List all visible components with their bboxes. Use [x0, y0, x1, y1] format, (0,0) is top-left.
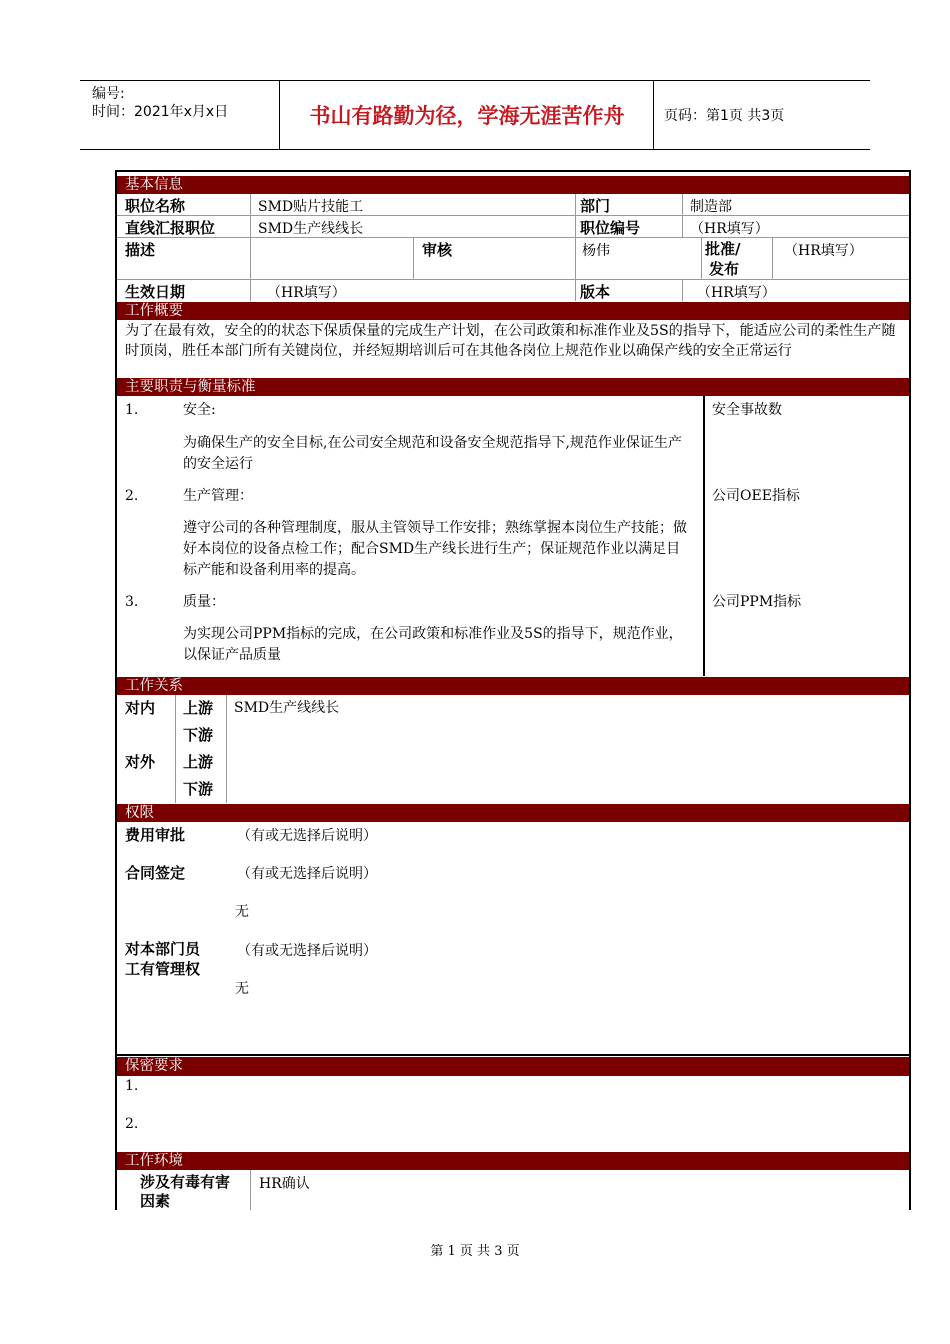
duty-3-measure: 公司PPM指标 — [712, 594, 802, 610]
report-label: 直线汇报职位 — [125, 219, 216, 237]
report-value: SMD生产线线长 — [258, 221, 364, 237]
duty-1-detail: 为确保生产的安全目标,在公司安全规范和设备安全规范指导下,规范作业保证生产的安全运行 — [183, 435, 682, 472]
confidential-item-2: 2. — [125, 1116, 139, 1132]
internal-label: 对内 — [125, 699, 156, 717]
duty-2-measure: 公司OEE指标 — [712, 488, 800, 504]
time-label: 时间：2021年x月x日 — [92, 104, 229, 120]
job-description-form — [115, 170, 911, 1210]
internal-upstream-value: SMD生产线线长 — [234, 700, 340, 716]
section-summary: 工作概要 — [117, 302, 909, 320]
section-relations: 工作关系 — [117, 677, 909, 695]
duty-3-detail: 为实现公司PPM指标的完成，在公司政策和标准作业及5S的指导下，规范作业，以保证产品质量 — [183, 626, 683, 663]
effective-label: 生效日期 — [125, 283, 186, 301]
staff-authority-label: 对本部门员 工有管理权 — [125, 940, 201, 978]
page-label: 页码：第1页 共3页 — [664, 108, 785, 124]
review-value: 杨伟 — [582, 243, 610, 259]
contract-label: 合同签定 — [125, 864, 186, 882]
expense-value: （有或无选择后说明） — [237, 828, 377, 844]
external-downstream-label: 下游 — [183, 780, 214, 798]
section-duties: 主要职责与衡量标准 — [117, 378, 909, 396]
hazard-label: 涉及有毒有害 因素 — [140, 1173, 231, 1210]
duty-1-num: 1. — [125, 402, 139, 418]
approve-value: （HR填写） — [784, 243, 863, 259]
external-upstream-label: 上游 — [183, 753, 214, 771]
duty-3-title: 质量： — [183, 594, 225, 610]
staff-authority-value: （有或无选择后说明） — [237, 943, 377, 959]
section-environment: 工作环境 — [117, 1152, 909, 1170]
section-authority: 权限 — [117, 804, 909, 822]
internal-downstream-label: 下游 — [183, 726, 214, 744]
summary-text: 为了在最有效，安全的的状态下保质保量的完成生产计划，在公司政策和标准作业及5S的指导下，能适应公司的柔性生产随时顶岗，胜任本部门所有关键岗位，并经短期培训后可在其他各岗位上规范作业以确保产线的安全正常运行 — [125, 323, 896, 359]
section-basic-info: 基本信息 — [117, 176, 909, 194]
expense-label: 费用审批 — [125, 826, 186, 844]
page-footer: 第 1 页 共 3 页 — [430, 1244, 520, 1259]
contract-value: （有或无选择后说明） — [237, 866, 377, 882]
duty-2-title: 生产管理： — [183, 488, 253, 504]
duty-2-num: 2. — [125, 488, 139, 504]
duties-divider — [703, 396, 705, 676]
slogan: 书山有路勤为径，学海无涯苦作舟 — [281, 81, 654, 149]
job-name-label: 职位名称 — [125, 197, 186, 215]
duty-3-num: 3. — [125, 594, 139, 610]
external-label: 对外 — [125, 753, 156, 771]
confidential-item-1: 1. — [125, 1078, 139, 1094]
hazard-value: HR确认 — [259, 1176, 310, 1192]
page-header — [80, 80, 870, 150]
version-label: 版本 — [580, 283, 611, 301]
approve-label: 批准/ 发布 — [705, 240, 741, 278]
duty-1-title: 安全: — [183, 402, 216, 418]
duty-1-measure: 安全事故数 — [712, 402, 782, 418]
job-no-value: （HR填写） — [690, 221, 769, 237]
staff-authority-note: 无 — [235, 981, 249, 997]
effective-value: （HR填写） — [267, 285, 346, 301]
duty-2-detail: 遵守公司的各种管理制度，服从主管领导工作安排；熟练掌握本岗位生产技能；做好本岗位的设备点检工作；配合SMD生产线长进行生产；保证规范作业以满足目标产能和设备利用率的提高。 — [183, 520, 687, 578]
header-meta — [80, 81, 280, 149]
job-no-label: 职位编号 — [580, 219, 641, 237]
version-value: （HR填写） — [697, 285, 776, 301]
dept-value: 制造部 — [690, 199, 732, 215]
contract-note: 无 — [235, 904, 249, 920]
review-label: 审核 — [422, 241, 453, 259]
internal-upstream-label: 上游 — [183, 699, 214, 717]
dept-label: 部门 — [580, 197, 611, 215]
job-name-value: SMD贴片技能工 — [258, 199, 364, 215]
number-label: 编号: — [92, 86, 125, 102]
section-confidential: 保密要求 — [117, 1057, 909, 1076]
desc-label: 描述 — [125, 241, 156, 259]
